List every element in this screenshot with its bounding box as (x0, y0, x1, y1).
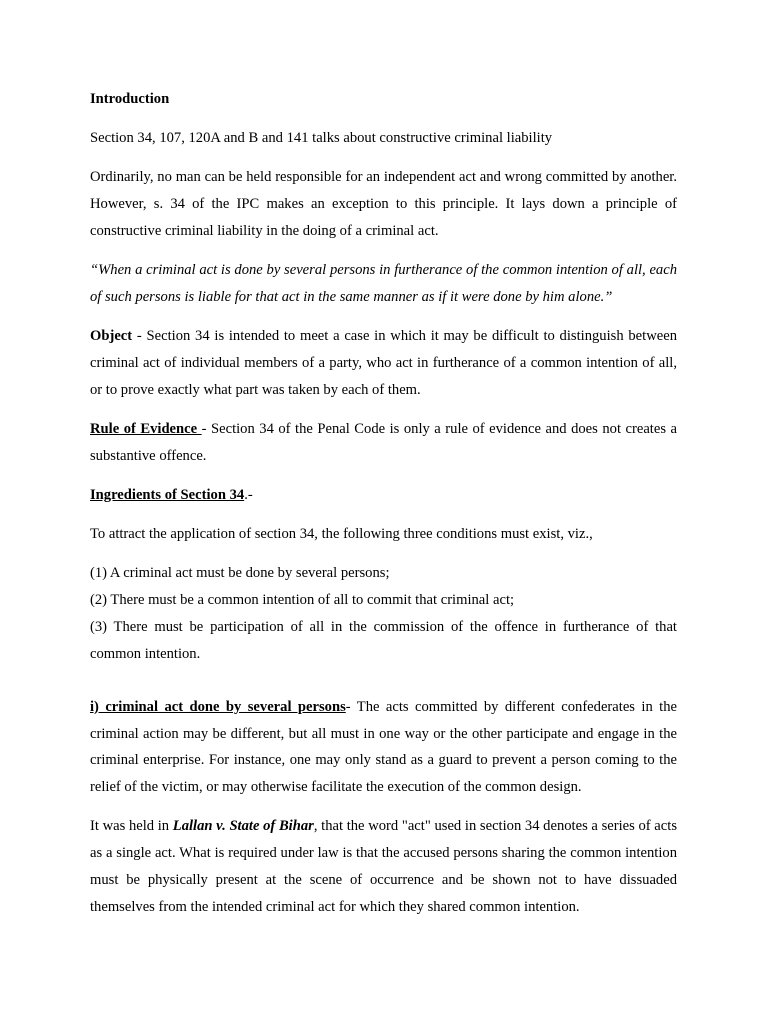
criminal-act-paragraph (90, 694, 677, 801)
section-spacer (90, 680, 677, 694)
lallan-paragraph (90, 813, 677, 920)
list-item: (1) A criminal act must be done by several persons; (90, 565, 390, 582)
lallan-prefix: It was held in (90, 818, 173, 835)
lallan-case-name: Lallan v. State of Bihar (172, 818, 314, 835)
conditions-list (90, 560, 677, 667)
rule-of-evidence-text: - Section 34 of the Penal Code is only a rule of evidence and does not creates a substantive offence. (90, 420, 677, 464)
ingredients-suffix: .- (244, 486, 253, 503)
introduction-heading: Introduction (90, 91, 170, 107)
ingredients-heading (90, 482, 677, 509)
criminal-act-label: i) criminal act done by several persons (90, 698, 346, 715)
document-page (90, 86, 677, 933)
lallan-text: , that the word "act" used in section 34 denotes a series of acts as a single act. What is required under law is that the accused persons sharing the common intention must be physically present at the scene of occurrence and be shown not to have dissuaded themselves from the intended criminal act for which they shared common intention. (90, 818, 677, 915)
introduction-line: Section 34, 107, 120A and B and 141 talks about constructive criminal liability (90, 130, 553, 147)
criminal-act-text: - The acts committed by different confederates in the criminal action may be different, but all must in one way or the other participate and engage in the criminal enterprise. For instance, one may only stand as a guard to prevent a person coming to the relief of the victim, or may otherwise facilitate the execution of the common design. (90, 698, 677, 796)
list-item: (3) There must be participation of all in the commission of the offence in furtherance of that common intention. (90, 618, 677, 662)
object-paragraph (90, 323, 677, 403)
list-item: (2) There must be a common intention of all to commit that criminal act; (90, 592, 515, 609)
object-text: - Section 34 is intended to meet a case in which it may be difficult to distinguish between criminal act of individual members of a party, who act in furtherance of a common intention of all, or to prove exactly what part was taken by each of them. (90, 328, 677, 398)
section-34-quote: “When a criminal act is done by several persons in furtherance of the common intention of all, each of such persons is liable for that act in the same manner as if it were done by him alone.” (90, 262, 677, 305)
ingredients-label: Ingredients of Section 34 (90, 486, 245, 503)
ingredients-intro: To attract the application of section 34, the following three conditions must exist, viz., (90, 526, 593, 543)
ordinarily-paragraph: Ordinarily, no man can be held responsible for an independent act and wrong committed by another. However, s. 34 of the IPC makes an exception to this principle. It lays down a principle of constructive criminal liability in the doing of a criminal act. (90, 169, 677, 239)
rule-of-evidence-paragraph (90, 416, 677, 470)
object-label: Object (90, 328, 133, 345)
rule-of-evidence-label: Rule of Evidence (90, 420, 202, 437)
